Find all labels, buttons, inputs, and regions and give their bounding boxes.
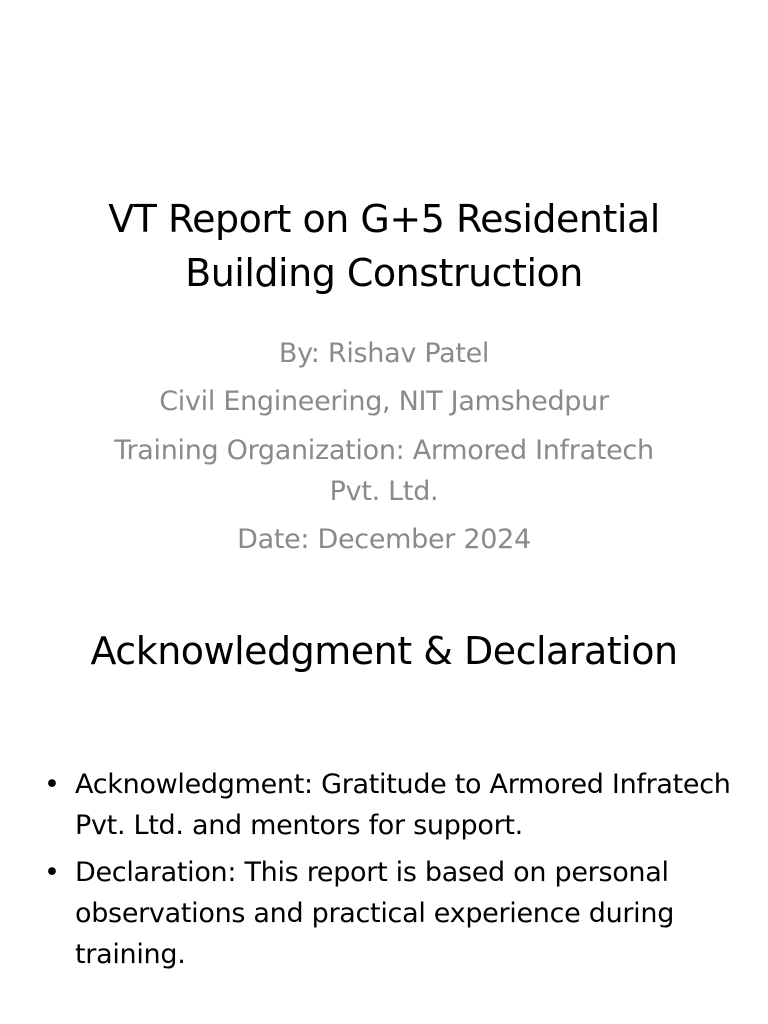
- bullet-list: [44, 764, 744, 981]
- list-item: [44, 852, 744, 975]
- date-line: Date: December 2024: [237, 524, 531, 555]
- author-line: By: Rishav Patel: [278, 338, 490, 369]
- bullet-marker: •: [44, 769, 60, 800]
- report-subtitle: [100, 334, 668, 568]
- report-title: [0, 192, 768, 300]
- section-title: Acknowledgment & Declaration: [90, 629, 678, 673]
- report-title-line: Building Construction: [185, 251, 583, 295]
- list-item: [44, 764, 744, 846]
- report-title-line: VT Report on G+5 Residential: [108, 197, 660, 241]
- bullet-marker: •: [44, 857, 60, 888]
- bullet-text: Acknowledgment: Gratitude to Armored Infratech Pvt. Ltd. and mentors for support.: [75, 769, 731, 841]
- department-line: Civil Engineering, NIT Jamshedpur: [159, 386, 609, 417]
- organization-line: Training Organization: Armored Infratech Pvt. Ltd.: [114, 435, 654, 507]
- bullet-text: Declaration: This report is based on personal observations and practical experience during training.: [75, 857, 675, 970]
